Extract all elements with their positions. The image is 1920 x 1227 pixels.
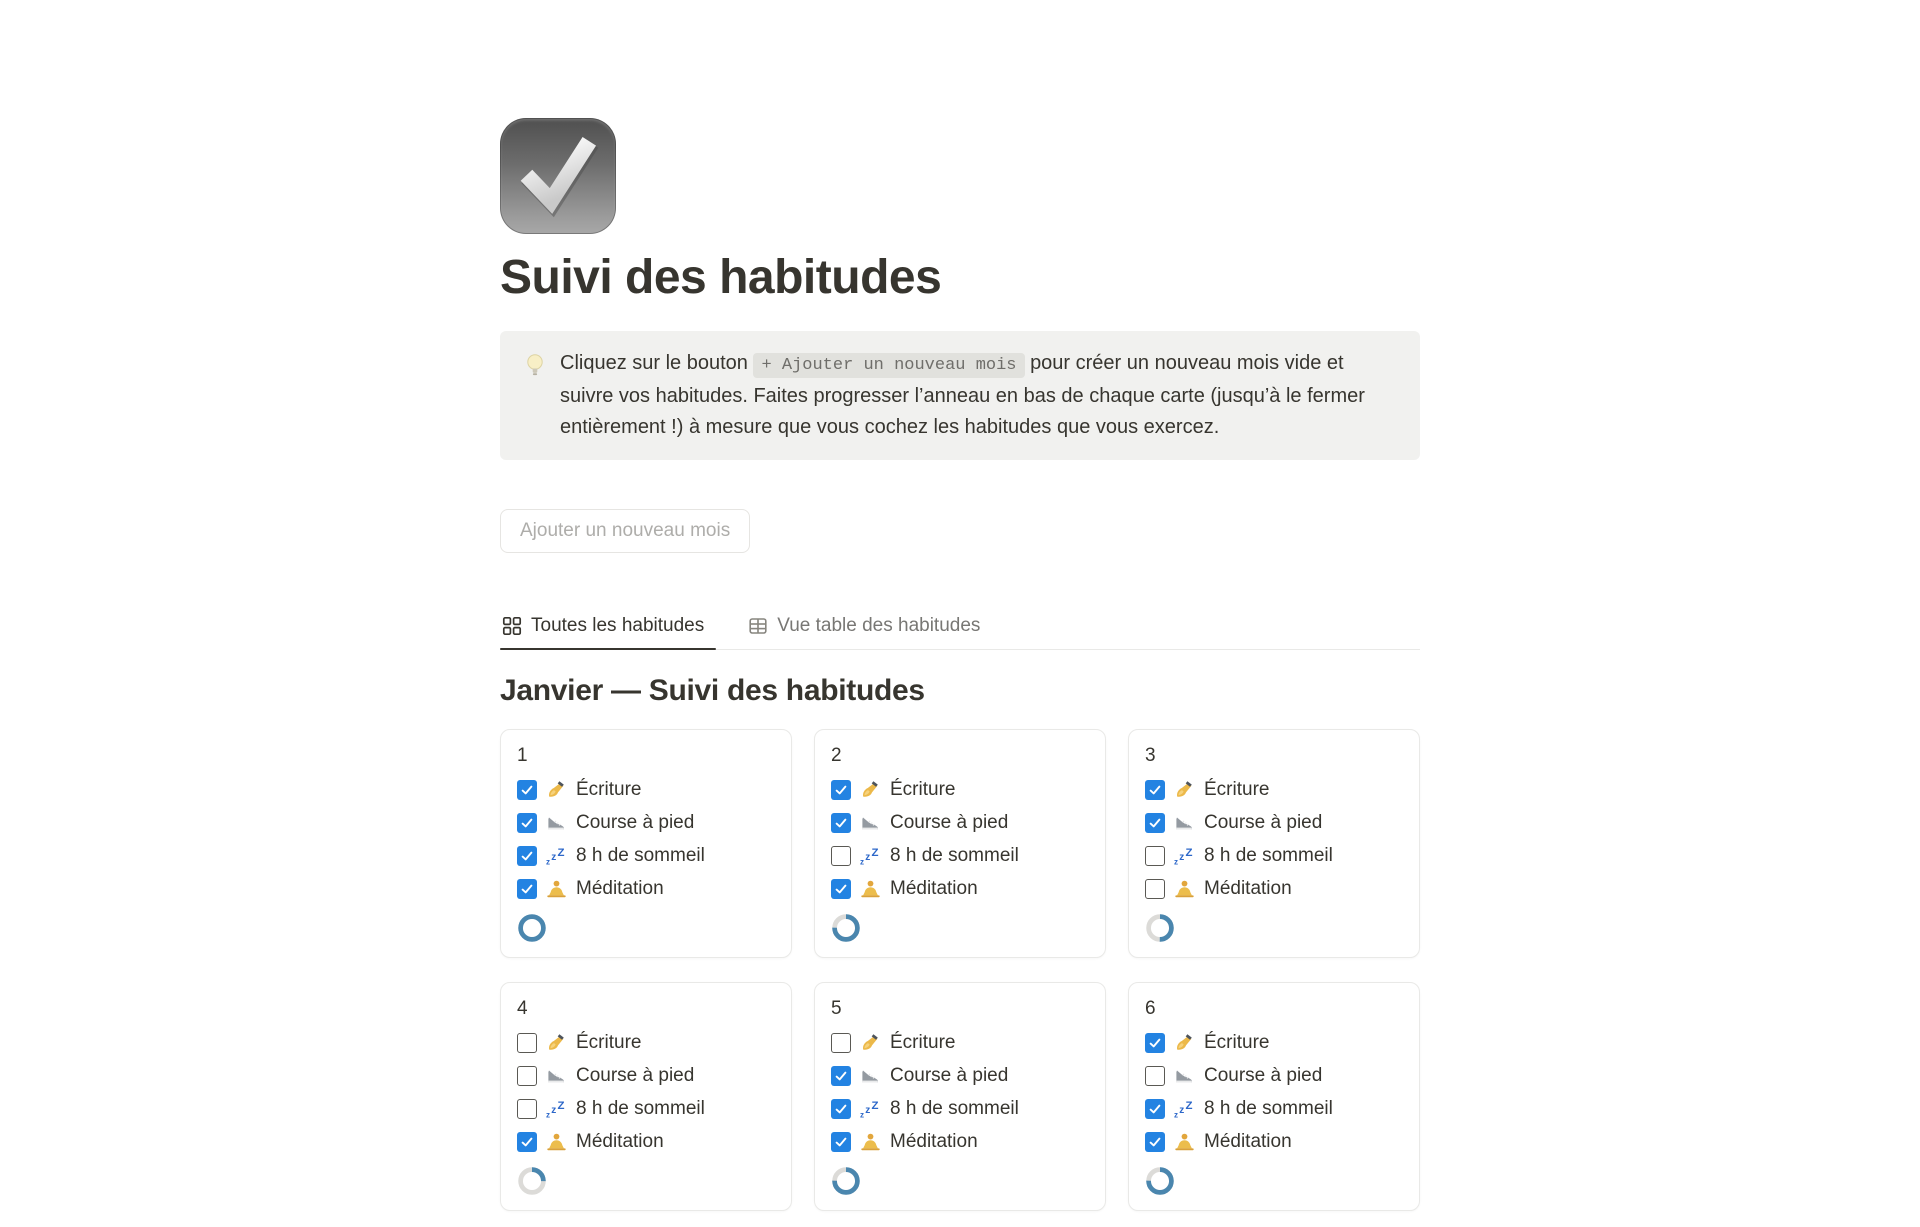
habit-label: Course à pied	[576, 812, 695, 834]
habit-checkbox[interactable]	[831, 780, 851, 800]
habit-checkbox[interactable]	[1145, 879, 1165, 899]
svg-text:z: z	[1179, 851, 1185, 863]
habit-card[interactable]	[500, 982, 792, 1211]
habit-label: Écriture	[576, 779, 642, 801]
tab-table-view[interactable]	[746, 607, 992, 649]
view-tabs	[500, 607, 1420, 650]
habit-card[interactable]	[814, 729, 1106, 958]
sleep-zzz-icon	[1174, 846, 1195, 867]
svg-text:z: z	[1174, 1110, 1179, 1119]
lotus-person-icon	[546, 1132, 567, 1153]
habit-row	[831, 1126, 1089, 1159]
running-shoe-icon	[860, 1066, 881, 1087]
add-month-button[interactable]: Ajouter un nouveau mois	[500, 509, 750, 553]
habit-label: Course à pied	[576, 1065, 695, 1087]
habit-row	[831, 840, 1089, 873]
habit-checkbox[interactable]	[1145, 1033, 1165, 1053]
habit-row	[517, 1060, 775, 1093]
habit-checkbox[interactable]	[517, 813, 537, 833]
habit-checkbox[interactable]	[517, 1132, 537, 1152]
table-icon	[748, 616, 768, 636]
callout-text-after: pour créer un nouveau mois vide et suivre vos habitudes. Faites progresser l’anneau en bas de chaque carte (jusqu’à le fermer entièrement !) à mesure que vous cochez les habitudes que vous exercez.	[560, 351, 1365, 438]
habit-label: 8 h de sommeil	[890, 1098, 1019, 1120]
habit-checkbox[interactable]	[1145, 1132, 1165, 1152]
habit-checkbox[interactable]	[517, 1033, 537, 1053]
habit-label: Écriture	[890, 779, 956, 801]
habit-label: Écriture	[1204, 779, 1270, 801]
habit-row	[517, 1126, 775, 1159]
habit-row	[831, 774, 1089, 807]
page-title: Suivi des habitudes	[500, 251, 942, 304]
habit-label: Méditation	[890, 878, 978, 900]
light-bulb-icon	[522, 352, 548, 378]
lotus-person-icon	[860, 1132, 881, 1153]
svg-text:z: z	[551, 1104, 557, 1116]
habit-row	[1145, 873, 1403, 906]
habit-row	[831, 1027, 1089, 1060]
tab-label: Vue table des habitudes	[777, 614, 981, 636]
habit-row	[517, 840, 775, 873]
habit-card[interactable]	[1128, 729, 1420, 958]
card-title: 5	[831, 997, 842, 1019]
sleep-zzz-icon	[860, 1099, 881, 1120]
habit-label: Méditation	[890, 1131, 978, 1153]
callout	[500, 331, 1420, 460]
sleep-zzz-icon	[860, 846, 881, 867]
habit-label: 8 h de sommeil	[890, 845, 1019, 867]
habit-label: Méditation	[1204, 1131, 1292, 1153]
habit-checkbox[interactable]	[831, 1066, 851, 1086]
habit-checkbox[interactable]	[1145, 780, 1165, 800]
running-shoe-icon	[546, 1066, 567, 1087]
lotus-person-icon	[1174, 879, 1195, 900]
svg-text:Z: Z	[557, 1099, 565, 1112]
habit-label: Méditation	[1204, 878, 1292, 900]
card-title: 2	[831, 744, 842, 766]
habit-label: Écriture	[890, 1032, 956, 1054]
habit-row	[831, 807, 1089, 840]
check-mark-button-icon[interactable]	[500, 118, 616, 234]
svg-text:z: z	[860, 1110, 865, 1119]
svg-text:Z: Z	[871, 846, 879, 859]
svg-text:Z: Z	[557, 846, 565, 859]
svg-text:z: z	[865, 851, 871, 863]
habit-row	[1145, 1027, 1403, 1060]
svg-text:z: z	[546, 1110, 551, 1119]
writing-hand-icon	[546, 780, 567, 801]
running-shoe-icon	[860, 813, 881, 834]
habit-label: Méditation	[576, 1131, 664, 1153]
progress-ring	[517, 1166, 547, 1196]
habit-checkbox[interactable]	[831, 813, 851, 833]
habit-checkbox[interactable]	[831, 1033, 851, 1053]
habit-row	[517, 1027, 775, 1060]
habit-card[interactable]	[814, 982, 1106, 1211]
habit-checkbox[interactable]	[831, 1132, 851, 1152]
habit-row	[831, 873, 1089, 906]
habit-label: Écriture	[576, 1032, 642, 1054]
section-heading: Janvier — Suivi des habitudes	[500, 673, 925, 707]
habit-label: Course à pied	[1204, 1065, 1323, 1087]
progress-ring	[1145, 913, 1175, 943]
running-shoe-icon	[546, 813, 567, 834]
gallery-grid-icon	[502, 616, 522, 636]
svg-text:z: z	[1179, 1104, 1185, 1116]
callout-text	[560, 348, 1394, 443]
habit-checkbox[interactable]	[517, 846, 537, 866]
callout-text-before: Cliquez sur le bouton	[560, 351, 748, 374]
habit-label: Écriture	[1204, 1032, 1270, 1054]
card-title: 4	[517, 997, 528, 1019]
sleep-zzz-icon	[546, 1099, 567, 1120]
card-title: 3	[1145, 744, 1156, 766]
habit-row	[1145, 840, 1403, 873]
svg-text:z: z	[865, 1104, 871, 1116]
habit-row	[1145, 807, 1403, 840]
card-title: 1	[517, 744, 528, 766]
writing-hand-icon	[1174, 1033, 1195, 1054]
writing-hand-icon	[1174, 780, 1195, 801]
habit-checkbox[interactable]	[517, 879, 537, 899]
habit-row	[517, 1093, 775, 1126]
habit-checkbox[interactable]	[1145, 813, 1165, 833]
habit-checkbox[interactable]	[1145, 1099, 1165, 1119]
card-title: 6	[1145, 997, 1156, 1019]
habit-checkbox[interactable]	[517, 1099, 537, 1119]
progress-ring	[517, 913, 547, 943]
page-content	[500, 0, 1420, 1227]
habit-row	[1145, 1126, 1403, 1159]
lotus-person-icon	[860, 879, 881, 900]
running-shoe-icon	[1174, 813, 1195, 834]
habit-checkbox[interactable]	[1145, 846, 1165, 866]
svg-text:z: z	[551, 851, 557, 863]
svg-text:z: z	[1174, 857, 1179, 866]
habit-label: 8 h de sommeil	[1204, 1098, 1333, 1120]
habit-label: Méditation	[576, 878, 664, 900]
habit-row	[517, 873, 775, 906]
habit-row	[1145, 1060, 1403, 1093]
inline-code-chip: + Ajouter un nouveau mois	[753, 353, 1024, 378]
sleep-zzz-icon	[1174, 1099, 1195, 1120]
sleep-zzz-icon	[546, 846, 567, 867]
habit-label: Course à pied	[1204, 812, 1323, 834]
svg-text:z: z	[546, 857, 551, 866]
habit-checkbox[interactable]	[517, 780, 537, 800]
tab-label: Toutes les habitudes	[531, 614, 705, 636]
habit-card[interactable]	[500, 729, 792, 958]
habit-row	[1145, 774, 1403, 807]
habit-label: 8 h de sommeil	[1204, 845, 1333, 867]
habit-checkbox[interactable]	[831, 846, 851, 866]
habit-row	[517, 774, 775, 807]
tab-gallery-all-habits[interactable]	[500, 607, 716, 649]
habit-card[interactable]	[1128, 982, 1420, 1211]
svg-text:Z: Z	[871, 1099, 879, 1112]
habit-row	[831, 1093, 1089, 1126]
svg-text:Z: Z	[1185, 846, 1193, 859]
habit-label: 8 h de sommeil	[576, 845, 705, 867]
habit-label: 8 h de sommeil	[576, 1098, 705, 1120]
habit-row	[517, 807, 775, 840]
lotus-person-icon	[546, 879, 567, 900]
lotus-person-icon	[1174, 1132, 1195, 1153]
habit-label: Course à pied	[890, 1065, 1009, 1087]
writing-hand-icon	[860, 780, 881, 801]
progress-ring	[1145, 1166, 1175, 1196]
habit-label: Course à pied	[890, 812, 1009, 834]
running-shoe-icon	[1174, 1066, 1195, 1087]
habit-row	[1145, 1093, 1403, 1126]
svg-text:Z: Z	[1185, 1099, 1193, 1112]
writing-hand-icon	[860, 1033, 881, 1054]
svg-text:z: z	[860, 857, 865, 866]
habit-row	[831, 1060, 1089, 1093]
habit-checkbox[interactable]	[1145, 1066, 1165, 1086]
progress-ring	[831, 913, 861, 943]
progress-ring	[831, 1166, 861, 1196]
habit-checkbox[interactable]	[517, 1066, 537, 1086]
habit-checkbox[interactable]	[831, 879, 851, 899]
writing-hand-icon	[546, 1033, 567, 1054]
habit-checkbox[interactable]	[831, 1099, 851, 1119]
cards-grid	[500, 729, 1420, 1227]
